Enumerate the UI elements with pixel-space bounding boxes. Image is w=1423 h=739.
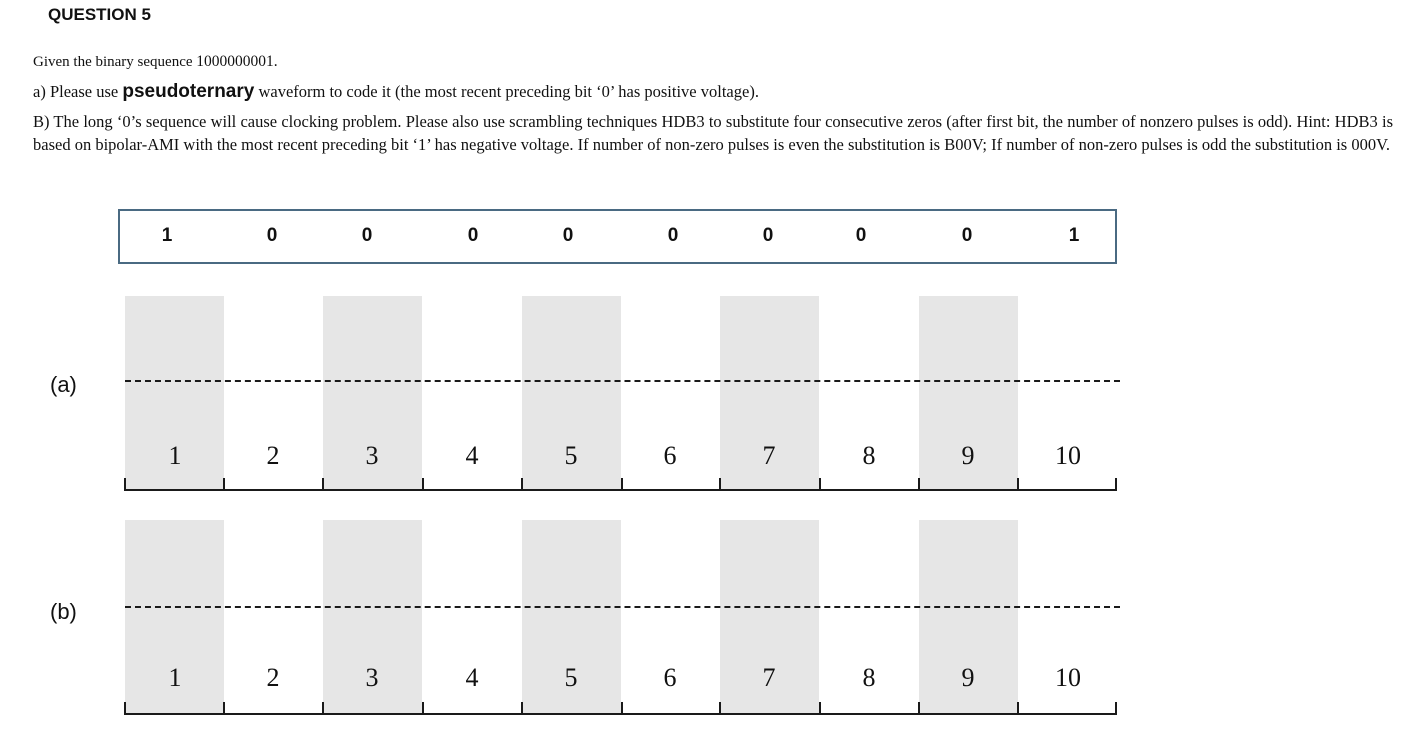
slot-number: 2 bbox=[266, 663, 280, 692]
part-a-after: waveform to code it (the most recent preceding bit ‘0’ has positive voltage). bbox=[254, 82, 759, 101]
bit-cell: 1 bbox=[1068, 225, 1080, 246]
panel-label: (b) bbox=[50, 599, 77, 624]
question-title: QUESTION 5 bbox=[48, 5, 151, 24]
panel-label: (a) bbox=[50, 372, 77, 397]
slot-number: 3 bbox=[365, 441, 379, 470]
axis-tick bbox=[918, 702, 920, 715]
slot-number: 4 bbox=[465, 663, 479, 692]
axis-tick bbox=[918, 478, 920, 491]
part-b-instructions: B) The long ‘0’s sequence will cause clocking problem. Please also use scrambling techniques HDB3 to substitute four consecutive zeros (after first bit, the number of nonzero pulses is odd). Hint: HDB3 is based on bipolar-AMI with the most recent preceding bit ‘1’ has negative voltage. If number of non-zero pulses is even the substitution is B00V; If number of non-zero pulses is odd the substitution is 000V. bbox=[33, 112, 1393, 154]
part-a-keyword: pseudoternary bbox=[122, 81, 255, 102]
axis-tick bbox=[1017, 478, 1019, 491]
axis-tick bbox=[223, 478, 225, 491]
waveform-panel-b bbox=[0, 520, 1200, 720]
bit-cell: 0 bbox=[266, 225, 278, 246]
axis-tick bbox=[124, 702, 126, 715]
slot-number: 9 bbox=[961, 441, 975, 470]
slot-number: 7 bbox=[762, 663, 776, 692]
intro-prefix: Given the binary sequence bbox=[33, 54, 197, 70]
slot-number: 7 bbox=[762, 441, 776, 470]
slot-number: 10 bbox=[1055, 663, 1081, 692]
zero-voltage-line bbox=[125, 380, 1120, 382]
slot-number: 1 bbox=[168, 441, 182, 470]
axis-tick bbox=[1017, 702, 1019, 715]
bit-cell: 0 bbox=[667, 225, 679, 246]
axis-tick bbox=[719, 702, 721, 715]
axis-tick bbox=[521, 478, 523, 491]
axis-tick bbox=[422, 702, 424, 715]
slot-number: 6 bbox=[663, 663, 677, 692]
zero-voltage-line bbox=[125, 606, 1120, 608]
axis-tick bbox=[422, 478, 424, 491]
slot-number: 5 bbox=[564, 663, 578, 692]
waveform-panel-a bbox=[0, 296, 1200, 496]
axis-tick bbox=[322, 702, 324, 715]
slot-number: 2 bbox=[266, 441, 280, 470]
axis-tick bbox=[819, 702, 821, 715]
axis-tick bbox=[621, 702, 623, 715]
binary-sequence: 1000000001. bbox=[196, 53, 278, 70]
slot-number: 4 bbox=[465, 441, 479, 470]
axis-tick bbox=[819, 478, 821, 491]
axis-tick bbox=[1115, 478, 1117, 491]
axis-tick bbox=[621, 478, 623, 491]
bit-cell: 1 bbox=[161, 225, 173, 246]
axis-tick bbox=[124, 478, 126, 491]
bit-cell: 0 bbox=[762, 225, 774, 246]
slot-number: 8 bbox=[862, 441, 876, 470]
bit-cell: 0 bbox=[467, 225, 479, 246]
axis-tick bbox=[322, 478, 324, 491]
slot-number: 9 bbox=[961, 663, 975, 692]
bit-sequence-box bbox=[118, 209, 1117, 264]
bit-cell: 0 bbox=[562, 225, 574, 246]
slot-number: 8 bbox=[862, 663, 876, 692]
slot-number: 1 bbox=[168, 663, 182, 692]
intro-text bbox=[33, 53, 278, 71]
slot-number: 3 bbox=[365, 663, 379, 692]
bit-cell: 0 bbox=[855, 225, 867, 246]
axis-tick bbox=[719, 478, 721, 491]
slot-number: 10 bbox=[1055, 441, 1081, 470]
part-a-instructions bbox=[33, 81, 759, 103]
part-a-before: a) Please use bbox=[33, 82, 123, 101]
axis-tick bbox=[223, 702, 225, 715]
axis-tick bbox=[521, 702, 523, 715]
bit-cell: 0 bbox=[361, 225, 373, 246]
bit-cell: 0 bbox=[961, 225, 973, 246]
slot-number: 5 bbox=[564, 441, 578, 470]
axis-tick bbox=[1115, 702, 1117, 715]
slot-number: 6 bbox=[663, 441, 677, 470]
